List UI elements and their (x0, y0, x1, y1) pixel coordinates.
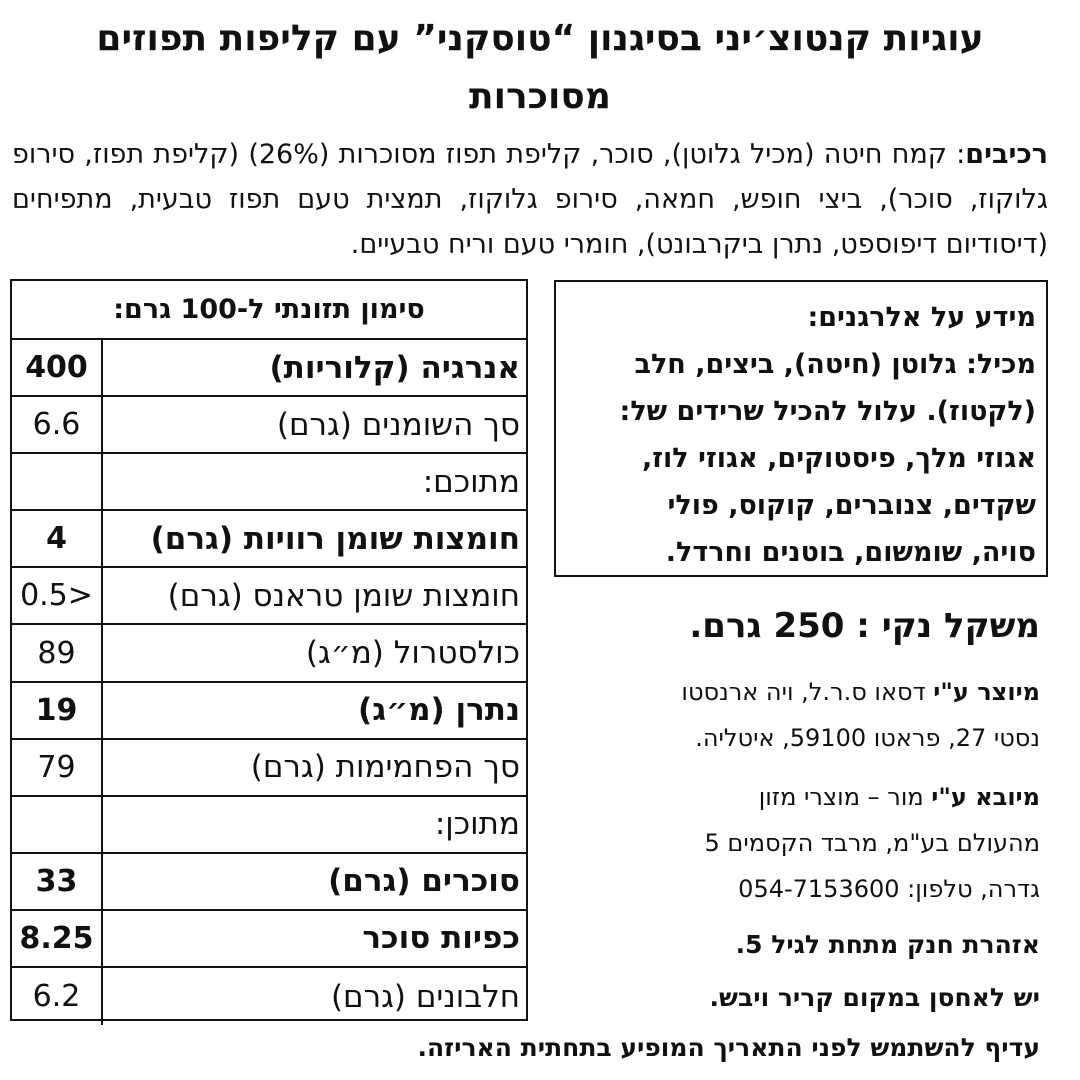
nutrient-name: חומצות שומן רוויות (גרם) (150, 520, 520, 557)
allergen-line: סויה, שומשום, בוטנים וחרדל. (665, 537, 1036, 568)
nutrient-value (12, 454, 103, 509)
nutrition-row (12, 740, 526, 797)
nutrient-name: כפיות סוכר (362, 920, 520, 957)
nutrition-row (12, 625, 526, 682)
allergen-line: אגוזי מלך, פיסטוקים, אגוזי לוז, (641, 443, 1036, 474)
nutrient-value: 79 (12, 740, 103, 795)
allergen-box (554, 280, 1048, 577)
nutrient-value: 6.6 (12, 397, 103, 452)
nutrition-table (10, 279, 528, 1021)
product-title (20, 10, 1060, 126)
manufacturer-line-1 (570, 669, 1040, 715)
nutrient-value: 89 (12, 625, 103, 680)
nutrition-row (12, 683, 526, 740)
nutrient-value: 8.25 (12, 911, 103, 966)
nutrient-name: אנרגיה (קלוריות) (269, 349, 520, 386)
nutrient-name: כולסטרול (מ״ג) (305, 635, 520, 672)
importer-phone: גדרה, טלפון: 054-7153600 (738, 875, 1040, 903)
nutrient-name: נתרן (מ״ג) (358, 692, 520, 729)
nutrition-row (12, 340, 526, 397)
nutrient-name: מתוכם: (422, 463, 520, 500)
nutrition-row (12, 797, 526, 854)
nutrient-value: 4 (12, 511, 103, 566)
nutrient-name: סוכרים (גרם) (328, 863, 520, 900)
nutrient-name: חומצות שומן טראנס (גרם) (167, 577, 520, 614)
manufacturer-name: דסאו ס.ר.ל, ויה ארנסטו (681, 678, 934, 706)
allergen-line: שקדים, צנוברים, קוקוס, פולי (667, 490, 1036, 521)
importer-label: מיובא ע"י (931, 783, 1040, 811)
nutrient-value: 400 (12, 340, 103, 395)
nutrient-value: 19 (12, 683, 103, 738)
importer-info (570, 774, 1040, 912)
nutrient-value: 6.2 (12, 968, 103, 1025)
nutrient-value: 33 (12, 854, 103, 909)
nutrition-row (12, 911, 526, 968)
importer-line-1 (570, 774, 1040, 820)
importer-name: מור – מוצרי מזון (758, 783, 932, 811)
manufacturer-label: מיוצר ע"י (933, 678, 1040, 706)
nutrition-row (12, 397, 526, 454)
nutrient-value: 0.5> (12, 568, 103, 623)
nutrient-name: סך השומנים (גרם) (276, 406, 520, 443)
ingredients-text: : קמח חיטה (מכיל גלוטן), סוכר, קליפת תפוז מסוכרות (26%) (קליפת תפוז, סירופ גלוקוז, סוכר), ביצי חופש, חמאה, סירופ גלוקוז, תמצית טעם תפוז טבעית, מתפיחים (דיסודיום דיפוספט, נתרן ביקרבונט), חומרי טעם וריח טבעיים. (12, 139, 1048, 260)
nutrition-header: סימון תזונתי ל-100 גרם: (12, 281, 526, 340)
nutrient-name: מתוכן: (434, 806, 520, 843)
choking-warning: אזהרת חנק מתחת לגיל 5. (735, 930, 1040, 959)
nutrient-name: סך הפחמימות (גרם) (250, 749, 520, 786)
manufacturer-info (570, 669, 1040, 761)
importer-address: מהעולם בע"מ, מרבד הקסמים 5 (704, 829, 1040, 857)
nutrition-rows (12, 340, 526, 1025)
nutrition-row (12, 968, 526, 1025)
net-weight: משקל נקי : 250 גרם. (689, 606, 1040, 646)
allergen-line: מכיל: גלוטן (חיטה), ביצים, חלב (634, 349, 1036, 380)
best-before-note: עדיף להשתמש לפני התאריך המופיע בתחתית האריזה. (417, 1033, 1040, 1062)
product-title-line-1: עוגיות קנטוצ׳יני בסיגנון “טוסקני” עם קליפות תפוזים (96, 18, 984, 59)
allergen-line: (לקטוז). עלול להכיל שרידים של: (619, 396, 1036, 427)
manufacturer-address: נסטי 27, פראטו 59100, איטליה. (695, 724, 1040, 752)
nutrient-name: חלבונים (גרם) (330, 978, 520, 1015)
allergen-title: מידע על אלרגנים: (807, 302, 1036, 333)
nutrition-row (12, 568, 526, 625)
nutrition-row (12, 854, 526, 911)
nutrition-row (12, 511, 526, 568)
ingredients-paragraph (12, 132, 1048, 267)
ingredients-label: רכיבים (965, 139, 1048, 170)
nutrient-value (12, 797, 103, 852)
storage-instruction: יש לאחסן במקום קריר ויבש. (709, 983, 1040, 1012)
nutrition-row (12, 454, 526, 511)
product-title-line-2: מסוכרות (469, 76, 611, 117)
